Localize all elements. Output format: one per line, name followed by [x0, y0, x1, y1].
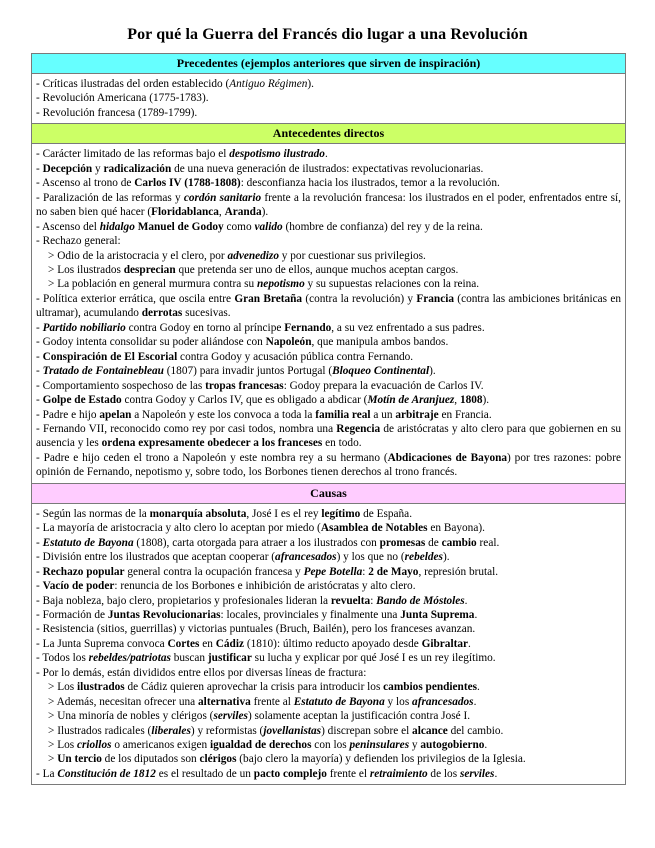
section-heading: Precedentes (ejemplos anteriores que sirven de inspiración)	[32, 54, 625, 74]
emphasis-text: Antiguo Régimen	[229, 78, 308, 90]
text: > Los	[48, 739, 77, 752]
bullet-line	[36, 147, 621, 161]
bullet-line	[36, 220, 621, 234]
bullet-line	[36, 666, 621, 680]
emphasis-text: derrotas	[141, 307, 183, 320]
text: , a su vez enfrentado a sus padres.	[331, 321, 485, 334]
text: - Resistencia (sitios, guerrillas) y victorias puntuales (Bruch, Bailén), pero los franceses avanzan.	[36, 623, 476, 636]
text: -	[36, 565, 43, 578]
emphasis-text: despotismo ilustrado	[229, 148, 325, 161]
bullet-line	[36, 234, 621, 248]
bullet-line	[36, 451, 621, 480]
emphasis-text: clérigos	[199, 753, 237, 766]
bullet-line	[36, 77, 621, 91]
emphasis-text: Un tercio	[57, 753, 102, 766]
bullet-line	[36, 350, 621, 364]
text: -	[36, 394, 43, 407]
emphasis-text: Gibraltar	[421, 637, 469, 650]
text: en Francia.	[438, 408, 492, 421]
bullet-line	[36, 565, 621, 579]
emphasis-text: retraimiento	[369, 767, 428, 780]
text: > Los ilustrados	[48, 263, 124, 276]
text: frente el	[326, 767, 370, 780]
text: (hombre de confianza) del rey y de la reina.	[282, 220, 483, 233]
bullet-line	[36, 767, 621, 781]
bullet-line	[36, 364, 621, 378]
emphasis-text: Asamblea de Notables	[320, 522, 428, 535]
bullet-line	[36, 321, 621, 335]
bullet-line	[36, 637, 621, 651]
text: en Bayona).	[427, 522, 485, 535]
sub-bullet-line	[36, 680, 621, 694]
text: con los	[311, 739, 350, 752]
text: contra Godoy y acusación pública contra Fernando.	[177, 350, 414, 363]
text: -	[36, 536, 43, 549]
section-body	[32, 144, 625, 483]
text: buscan	[170, 652, 208, 665]
section-heading: Causas	[32, 484, 625, 504]
emphasis-text: Pepe Botella	[303, 565, 363, 578]
text: > Una minoría de nobles y clérigos (	[48, 710, 214, 723]
emphasis-text: jovellanistas	[263, 724, 322, 737]
text: .	[473, 695, 477, 708]
emphasis-text: Abdicaciones de Bayona	[387, 451, 508, 464]
emphasis-text: Constitución de 1812	[57, 767, 156, 780]
text: > Además, necesitan ofrecer una	[48, 695, 199, 708]
text: - La mayoría de aristocracia y alto clero lo aceptan por miedo (	[36, 522, 321, 535]
emphasis-text: serviles	[213, 710, 248, 723]
sub-bullet-line	[36, 724, 621, 738]
bullet-line	[36, 379, 621, 393]
emphasis-text: Juntas Revolucionarias	[107, 608, 221, 621]
text: (1808), carta otorgada para atraer a los ilustrados con	[133, 536, 380, 549]
emphasis-text: ilustrados	[76, 681, 125, 694]
text: ).	[482, 394, 490, 407]
text: frente a la revolución francesa: los ilustrados en el poder, enfrentados entre sí, no saben bien qué hacer (	[36, 191, 621, 219]
emphasis-text: criollos	[76, 739, 112, 752]
bullet-line	[36, 608, 621, 622]
emphasis-text: Cortes	[167, 637, 200, 650]
text: - Ascenso al trono de	[36, 177, 135, 190]
emphasis-text: desprecian	[123, 263, 176, 276]
text: ) y reformistas (	[190, 724, 264, 737]
emphasis-text: familia real	[315, 408, 371, 421]
text: - Padre e hijo	[36, 408, 100, 421]
emphasis-text: ordena expresamente obedecer a los franceses	[101, 437, 323, 450]
emphasis-text: Manuel de Godoy	[137, 220, 224, 233]
emphasis-text: apelan	[99, 408, 132, 421]
text: ,	[454, 394, 460, 407]
emphasis-text: Motín de Aranjuez	[367, 394, 455, 407]
text: general contra la ocupación francesa y	[124, 565, 304, 578]
text: , que manipula ambos bandos.	[311, 336, 449, 349]
sub-bullet-line	[36, 738, 621, 752]
text: sucesivas.	[182, 307, 231, 320]
bullet-line	[36, 422, 621, 451]
emphasis-text: nepotismo	[257, 278, 305, 291]
text: (contra la revolución) y	[302, 292, 417, 305]
bullet-line	[36, 335, 621, 349]
bullet-line	[36, 521, 621, 535]
text: > Odio de la aristocracia y el clero, por	[48, 249, 228, 262]
emphasis-text: Regencia	[336, 422, 381, 435]
bullet-line	[36, 579, 621, 593]
emphasis-text: alcance	[412, 724, 448, 737]
text: y los	[384, 695, 413, 708]
emphasis-text: Floridablanca	[151, 206, 219, 219]
text: es el resultado de un	[155, 767, 254, 780]
bullet-line	[36, 176, 621, 190]
bullet-line	[36, 162, 621, 176]
text: a un	[370, 408, 396, 421]
text: (bajo clero la mayoría) y defienden los privilegios de la Iglesia.	[236, 753, 526, 766]
sub-bullet-line	[36, 263, 621, 277]
bullet-line	[36, 408, 621, 422]
text: ).	[429, 365, 436, 378]
emphasis-text: autogobierno	[420, 739, 485, 752]
emphasis-text: Cádiz	[215, 637, 244, 650]
bullet-line	[36, 594, 621, 608]
emphasis-text: Vacío de poder	[42, 580, 115, 593]
text: ).	[307, 78, 314, 90]
bullet-line	[36, 292, 621, 321]
text: - Revolución francesa (1789-1799).	[36, 106, 198, 119]
text: de los diputados son	[101, 753, 200, 766]
text: contra Godoy y Carlos IV, que es obligado a abdicar (	[121, 394, 368, 407]
emphasis-text: Junta Suprema	[400, 608, 475, 621]
page-title: Por qué la Guerra del Francés dio lugar a una Revolución	[127, 26, 528, 43]
text: (contra las ambiciones británicas en ultramar), acumulando	[36, 292, 621, 320]
section-antecedentes	[32, 124, 625, 483]
section-body	[32, 504, 625, 785]
section-heading: Antecedentes directos	[32, 124, 625, 144]
emphasis-text: Aranda	[224, 206, 262, 219]
text: ) solamente aceptan la justificación contra José I.	[247, 710, 471, 723]
text: - Revolución Americana (1775-1783).	[36, 92, 209, 105]
emphasis-text: pacto complejo	[253, 767, 327, 780]
emphasis-text: arbitraje	[395, 408, 439, 421]
emphasis-text: legítimo	[321, 507, 361, 520]
text: - La Junta Suprema convoca	[36, 637, 168, 650]
text: contra Godoy en torno al príncipe	[125, 321, 285, 334]
text: y su supuestas relaciones con la reina.	[304, 278, 480, 291]
emphasis-text: Estatuto de Bayona	[293, 695, 385, 708]
text: - Baja nobleza, bajo clero, propietarios y profesionales lideran la	[36, 594, 331, 607]
text: - Todos los	[36, 652, 89, 665]
text: - Fernando VII, reconocido como rey por casi todos, nombra una	[36, 422, 337, 435]
bullet-line	[36, 191, 621, 220]
text: : renuncia de los Borbones e inhibición de aristócratas y alto clero.	[114, 580, 416, 593]
text: - Ascenso del	[36, 220, 100, 233]
text: .	[477, 681, 480, 694]
text: del cambio.	[447, 724, 504, 737]
text: -	[36, 350, 43, 363]
text: y	[409, 739, 421, 752]
emphasis-text: afrancesados	[412, 695, 474, 708]
text: - Formación de	[36, 608, 108, 621]
sub-bullet-line	[36, 277, 621, 291]
emphasis-text: peninsulares	[349, 739, 410, 752]
emphasis-text: justificar	[207, 652, 252, 665]
text: .	[464, 594, 468, 607]
emphasis-text: afrancesados	[275, 551, 337, 564]
emphasis-text: revuelta	[330, 594, 371, 607]
emphasis-text: tropas francesas	[205, 379, 284, 392]
emphasis-text: cambios pendientes	[383, 681, 478, 694]
text: de los	[427, 767, 460, 780]
sub-bullet-line	[36, 709, 621, 723]
bullet-line	[36, 536, 621, 550]
text: : locales, provinciales y finalmente una	[220, 608, 401, 621]
text: - La	[36, 767, 58, 780]
text: - Godoy intenta consolidar su poder aliándose con	[36, 336, 266, 349]
text: ).	[261, 206, 269, 219]
text: y	[92, 162, 104, 175]
emphasis-text: Carlos IV (1788-1808)	[134, 177, 241, 190]
text: > La población en general murmura contra su	[48, 278, 258, 291]
text: .	[474, 608, 478, 621]
text: y por cuestionar sus privilegios.	[278, 249, 426, 262]
text: ,	[218, 206, 225, 219]
text: -	[36, 365, 43, 378]
text: -	[36, 162, 43, 175]
text: .	[468, 637, 471, 650]
emphasis-text: rebeldes	[404, 551, 443, 564]
text: - Críticas ilustradas del orden establecido (	[36, 78, 230, 90]
emphasis-text: cordón sanitario	[183, 191, 262, 204]
emphasis-text: cambio	[441, 536, 477, 549]
text: >	[48, 753, 58, 766]
emphasis-text: 1808	[459, 394, 483, 407]
text: ) por tres razones: pobre opinión de Fernando, nepotismo y, sobre todo, los Borbones tienen derechos al trono francés.	[36, 451, 621, 479]
text: : desconfianza hacia los ilustrados, temor a la revolución.	[240, 177, 500, 190]
sub-bullet-line	[36, 752, 621, 766]
text: ) discrepan sobre el	[321, 724, 413, 737]
emphasis-text: Bando de Móstoles	[376, 594, 465, 607]
text: (1807) para invadir juntos Portugal (	[163, 365, 333, 378]
text: a Napoleón y este los convoca a toda la	[131, 408, 316, 421]
emphasis-text: hidalgo	[99, 220, 135, 233]
text: - Carácter limitado de las reformas bajo el	[36, 148, 230, 161]
emphasis-text: radicalización	[103, 162, 172, 175]
emphasis-text: Bloqueo Continental	[332, 365, 430, 378]
text: de	[425, 536, 442, 549]
text: de Cádiz quieren aprovechar la crisis para introducir los	[124, 681, 384, 694]
text: .	[484, 739, 488, 752]
sub-bullet-line	[36, 695, 621, 709]
text: - Padre e hijo ceden el trono a Napoleón y este nombra rey a su hermano (	[36, 451, 388, 464]
text: - Comportamiento sospechoso de las	[36, 379, 206, 392]
text: :	[362, 565, 369, 578]
emphasis-text: advenedizo	[227, 249, 279, 262]
text: - Rechazo general:	[36, 235, 121, 248]
emphasis-text: 2 de Mayo	[368, 565, 419, 578]
text: : Godoy prepara la evacuación de Carlos IV.	[283, 379, 484, 392]
text: ) y los que no (	[336, 551, 405, 564]
text: de una nueva generación de ilustrados: expectativas revolucionarias.	[171, 162, 484, 175]
emphasis-text: monarquía absoluta	[149, 507, 247, 520]
text: que pretenda ser uno de ellos, aunque muchos aceptan cargos.	[175, 263, 459, 276]
bullet-line	[36, 393, 621, 407]
emphasis-text: Napoleón	[265, 336, 312, 349]
emphasis-text: igualdad de derechos	[210, 739, 312, 752]
text: - Por lo demás, están divididos entre ellos por diversas líneas de fractura:	[36, 666, 367, 679]
emphasis-text: liberales	[151, 724, 191, 737]
emphasis-text: Tratado de Fontainebleau	[42, 365, 164, 378]
text: ).	[442, 551, 450, 564]
bullet-line	[36, 550, 621, 564]
emphasis-text: alternativa	[198, 695, 251, 708]
text: real.	[476, 536, 500, 549]
text: - División entre los ilustrados que aceptan cooperar (	[36, 551, 276, 564]
emphasis-text: Rechazo popular	[42, 565, 125, 578]
bullet-line	[36, 106, 621, 120]
text: , represión brutal.	[418, 565, 499, 578]
emphasis-text: serviles	[459, 767, 495, 780]
emphasis-text: rebeldes/patriotas	[88, 652, 171, 665]
text: > Ilustrados radicales (	[48, 724, 152, 737]
emphasis-text: Fernando	[284, 321, 332, 334]
text: - Paralización de las reformas y	[36, 191, 184, 204]
emphasis-text: promesas	[379, 536, 426, 549]
emphasis-text: Conspiración de El Escorial	[42, 350, 178, 363]
text: o americanos exigen	[111, 739, 210, 752]
text: frente al	[250, 695, 294, 708]
emphasis-text: Partido nobiliario	[42, 321, 126, 334]
text: -	[36, 321, 43, 334]
emphasis-text: Estatuto de Bayona	[42, 536, 134, 549]
text: .	[324, 148, 328, 161]
section-causas	[32, 484, 625, 785]
text: , José I es el rey	[246, 507, 322, 520]
text: -	[36, 580, 43, 593]
bullet-line	[36, 651, 621, 665]
section-body	[32, 74, 625, 124]
text: de España.	[360, 507, 413, 520]
emphasis-text: Francia	[416, 292, 455, 305]
text: :	[370, 594, 377, 607]
summary-table	[31, 53, 626, 785]
text: como	[223, 220, 255, 233]
text: su lucha y explicar por qué José I es un rey ilegítimo.	[251, 652, 496, 665]
text: - Política exterior errática, que oscila entre	[36, 292, 235, 305]
bullet-line	[36, 622, 621, 636]
text: > Los	[48, 681, 77, 694]
sub-bullet-line	[36, 249, 621, 263]
emphasis-text: Golpe de Estado	[42, 394, 122, 407]
emphasis-text: Gran Bretaña	[234, 292, 303, 305]
bullet-line	[36, 91, 621, 105]
text: en	[199, 637, 216, 650]
emphasis-text: Decepción	[42, 162, 93, 175]
section-precedentes	[32, 54, 625, 124]
text: - Según las normas de la	[36, 507, 150, 520]
text: .	[494, 767, 498, 780]
text: (1810): último reducto apoyado desde	[244, 637, 422, 650]
text: en todo.	[322, 437, 362, 450]
emphasis-text: valido	[254, 220, 283, 233]
bullet-line	[36, 507, 621, 521]
text: de aristócratas y alto clero para que gobiernen en su ausencia y les	[36, 422, 621, 450]
